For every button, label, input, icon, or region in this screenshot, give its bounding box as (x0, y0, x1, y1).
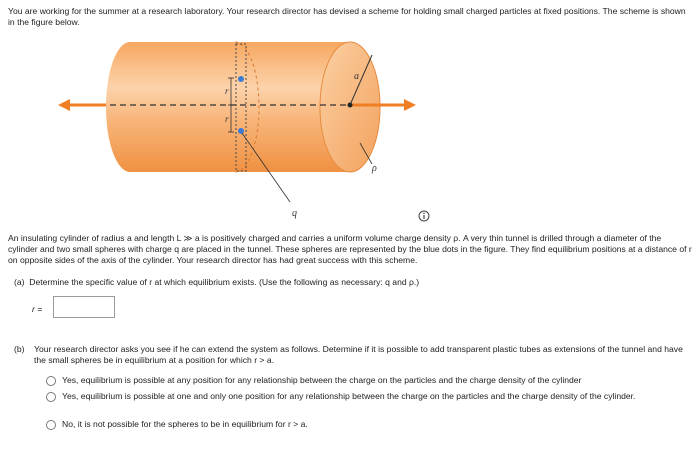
option-3[interactable] (46, 419, 682, 430)
option-2[interactable] (46, 391, 682, 402)
label-r2: r (225, 114, 229, 124)
part-b-text: Your research director asks you see if he can extend the system as follows. Determine if it is possible to add transparent plastic tubes as extensions of the tunnel and have the small spheres be in equilibrium at a position for which r > a. (34, 344, 683, 365)
cylinder-figure (50, 38, 430, 228)
radio-option-1[interactable] (46, 376, 56, 386)
label-r1: r (225, 86, 229, 96)
problem-description: An insulating cylinder of radius a and length L ≫ a is positively charged and carries a uniform volume charge density ρ. A very thin tunnel is drilled through a diameter of the cylinder and two small spheres with charge q are placed in the tunnel. These spheres are represented by the blue dots in the figure. They find equilibrium positions at a distance of r on opposite sides of the axis of the cylinder. Your research director has had great success with this scheme. (8, 233, 692, 265)
label-a: a (354, 71, 359, 82)
sphere-bottom (238, 128, 244, 134)
label-rho: ρ (372, 163, 377, 174)
part-a-question (14, 277, 419, 288)
part-a-text: Determine the specific value of r at which equilibrium exists. (Use the following as necessary: q and ρ.) (29, 277, 420, 287)
option-2-label: Yes, equilibrium is possible at one and only one position for any relationship between the charge on the particles and the charge density of the cylinder. (62, 391, 636, 401)
answer-label: r = (32, 304, 43, 314)
info-icon[interactable] (418, 210, 430, 222)
answer-input-r[interactable] (53, 296, 115, 318)
intro-text: You are working for the summer at a research laboratory. Your research director has devised a scheme for holding small charged particles at fixed positions. The scheme is shown in the figure below. (8, 6, 686, 27)
radio-option-2[interactable] (46, 392, 56, 402)
axis-arrowhead-right (404, 99, 416, 111)
part-b-label: (b) (14, 344, 25, 354)
label-q: q (292, 208, 297, 219)
option-3-label: No, it is not possible for the spheres to be in equilibrium for r > a. (62, 419, 308, 429)
axis-arrowhead-left (58, 99, 70, 111)
cylinder-body (106, 42, 350, 172)
option-1[interactable] (46, 375, 682, 386)
option-1-label: Yes, equilibrium is possible at any position for any relationship between the charge on the particles and the charge density of the cylinder (62, 375, 582, 385)
sphere-top (238, 76, 244, 82)
radio-option-3[interactable] (46, 420, 56, 430)
part-a-label: (a) (14, 277, 25, 287)
